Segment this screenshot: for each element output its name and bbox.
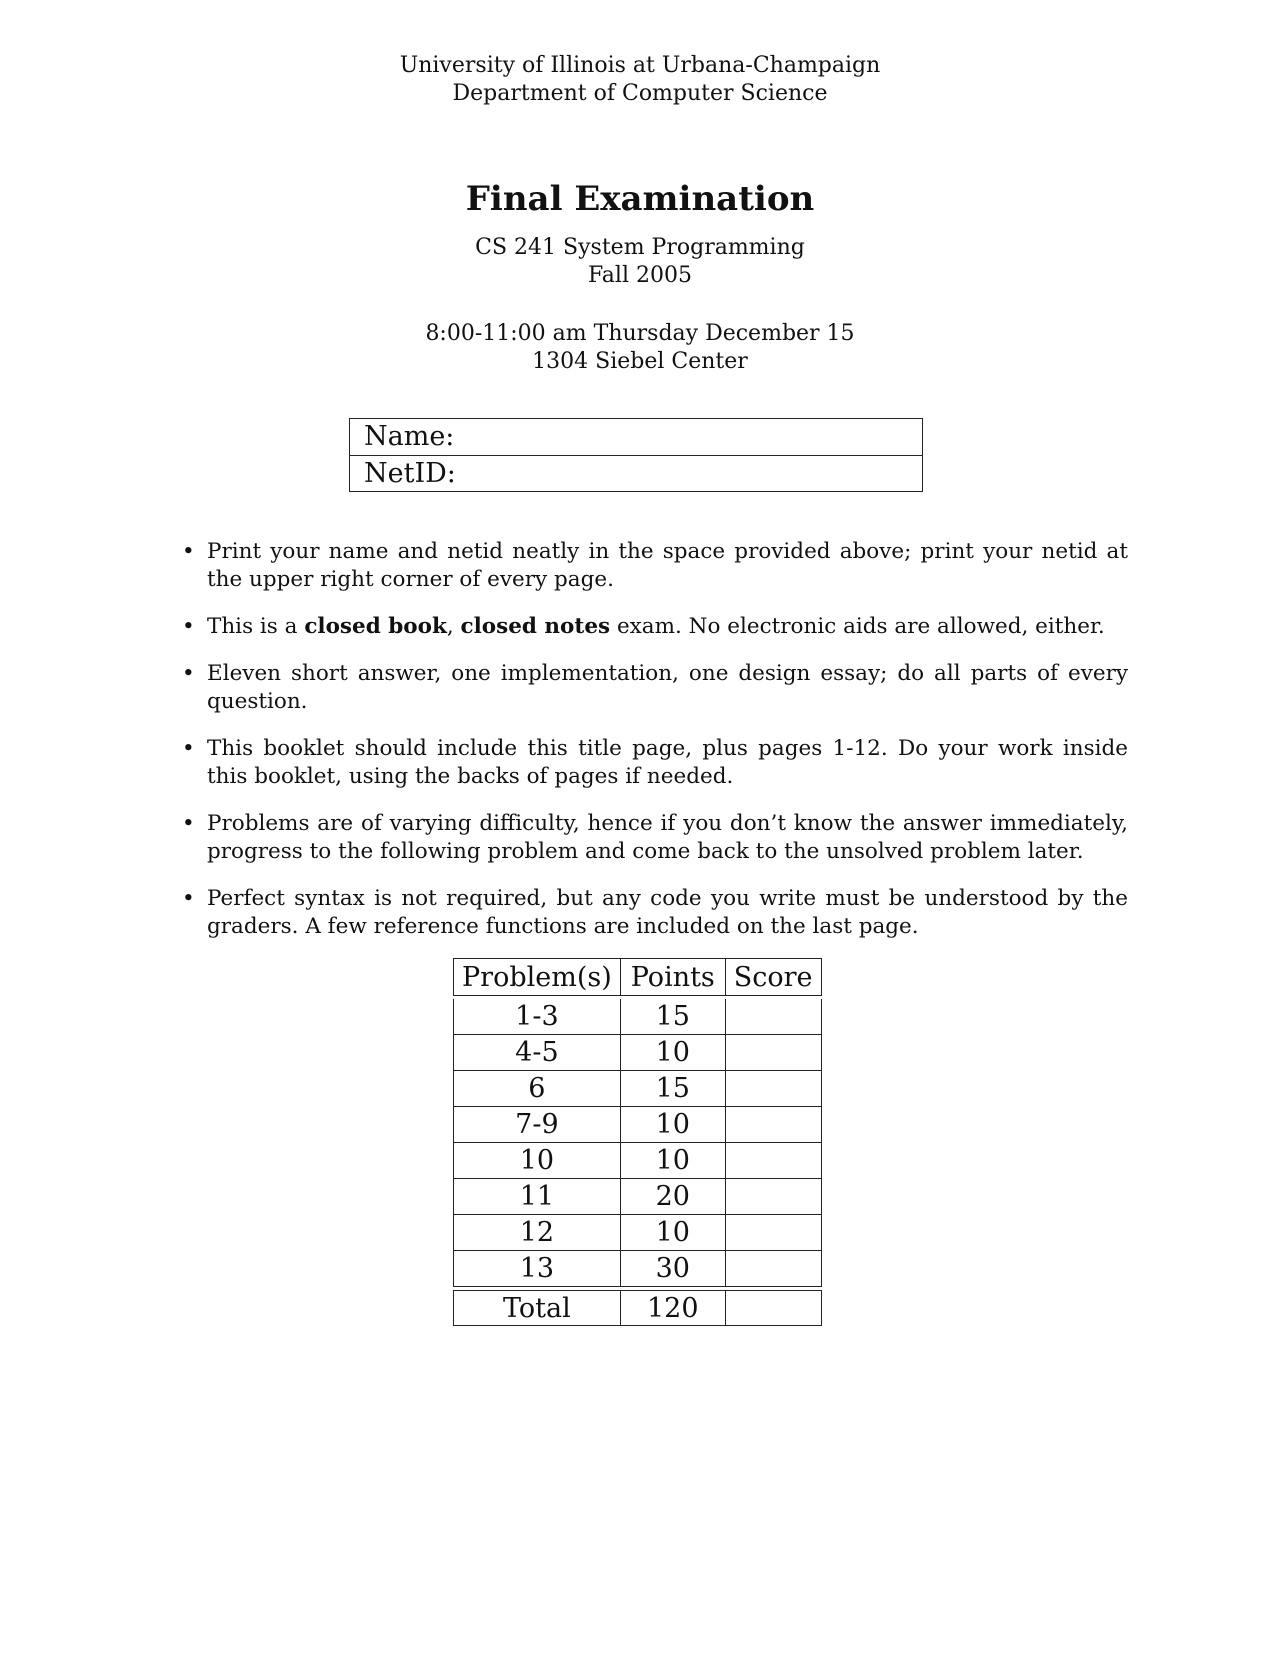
bullet-icon: • bbox=[182, 736, 195, 761]
student-id-box bbox=[349, 418, 923, 492]
bullet-icon: • bbox=[182, 539, 195, 564]
exam-schedule bbox=[0, 320, 1280, 376]
problem-cell: 12 bbox=[453, 1215, 621, 1251]
instruction-item: • Print your name and netid neatly in the space provided above; print your netid at the upper right corner of every page. bbox=[182, 539, 1128, 592]
points-cell: 10 bbox=[621, 1035, 726, 1071]
exam-location: 1304 Siebel Center bbox=[532, 349, 748, 374]
problem-cell: 11 bbox=[453, 1179, 621, 1215]
course-info bbox=[0, 234, 1280, 290]
netid-field[interactable] bbox=[350, 455, 922, 491]
problem-cell: 6 bbox=[453, 1071, 621, 1107]
instruction-item: • Problems are of varying difficulty, hence if you don’t know the answer immediately, progress to the following problem and come back to the unsolved problem later. bbox=[182, 811, 1128, 864]
points-cell: 15 bbox=[621, 999, 726, 1035]
score-cell[interactable] bbox=[726, 1143, 822, 1179]
exam-title: Final Examination bbox=[465, 179, 815, 219]
table-row bbox=[453, 1143, 822, 1179]
problem-cell: 10 bbox=[453, 1143, 621, 1179]
course-name: CS 241 System Programming bbox=[475, 235, 805, 260]
points-cell: 20 bbox=[621, 1179, 726, 1215]
total-row bbox=[453, 1290, 822, 1326]
instruction-item: • This is a closed book, closed notes exam. No electronic aids are allowed, either. bbox=[182, 614, 1105, 639]
department-name: Department of Computer Science bbox=[452, 81, 828, 106]
score-cell[interactable] bbox=[726, 1071, 822, 1107]
closed-book-emphasis: closed book bbox=[304, 614, 447, 639]
score-cell[interactable] bbox=[726, 1179, 822, 1215]
points-cell: 15 bbox=[621, 1071, 726, 1107]
table-row bbox=[453, 1251, 822, 1287]
instruction-item: • Eleven short answer, one implementation, one design essay; do all parts of every question. bbox=[182, 661, 1128, 714]
name-field[interactable] bbox=[350, 419, 922, 455]
problem-cell: 4-5 bbox=[453, 1035, 621, 1071]
score-table bbox=[453, 958, 822, 1326]
bullet-icon: • bbox=[182, 886, 195, 911]
university-name: University of Illinois at Urbana-Champaign bbox=[399, 53, 881, 78]
bullet-icon: • bbox=[182, 614, 195, 639]
instructions-list bbox=[178, 538, 1128, 960]
bullet-icon: • bbox=[182, 661, 195, 686]
instruction-item: • This booklet should include this title page, plus pages 1-12. Do your work inside this booklet, using the backs of pages if needed. bbox=[182, 736, 1128, 789]
bullet-icon: • bbox=[182, 811, 195, 836]
table-row bbox=[453, 1071, 822, 1107]
points-cell: 10 bbox=[621, 1143, 726, 1179]
score-table-header bbox=[453, 958, 822, 996]
name-label: Name: bbox=[364, 421, 455, 452]
score-cell[interactable] bbox=[726, 999, 822, 1035]
score-cell[interactable] bbox=[726, 1035, 822, 1071]
problem-cell: 1-3 bbox=[453, 999, 621, 1035]
netid-label: NetID: bbox=[364, 458, 456, 489]
table-row bbox=[453, 1215, 822, 1251]
term: Fall 2005 bbox=[588, 263, 692, 288]
table-row bbox=[453, 1107, 822, 1143]
header-points: Points bbox=[621, 958, 726, 996]
total-label: Total bbox=[453, 1290, 621, 1326]
total-points: 120 bbox=[621, 1290, 726, 1326]
points-cell: 10 bbox=[621, 1215, 726, 1251]
institution-header bbox=[0, 52, 1280, 108]
table-row bbox=[453, 1179, 822, 1215]
closed-notes-emphasis: closed notes bbox=[460, 614, 611, 639]
points-cell: 30 bbox=[621, 1251, 726, 1287]
table-row bbox=[453, 999, 822, 1035]
score-cell[interactable] bbox=[726, 1215, 822, 1251]
exam-time: 8:00-11:00 am Thursday December 15 bbox=[425, 321, 855, 346]
problem-cell: 7-9 bbox=[453, 1107, 621, 1143]
instruction-item: • Perfect syntax is not required, but any code you write must be understood by the graders. A few reference functions are included on the last page. bbox=[182, 886, 1128, 939]
header-score: Score bbox=[726, 958, 822, 996]
problem-cell: 13 bbox=[453, 1251, 621, 1287]
points-cell: 10 bbox=[621, 1107, 726, 1143]
total-score-cell[interactable] bbox=[726, 1290, 822, 1326]
score-cell[interactable] bbox=[726, 1251, 822, 1287]
header-problems: Problem(s) bbox=[453, 958, 621, 996]
table-row bbox=[453, 1035, 822, 1071]
score-cell[interactable] bbox=[726, 1107, 822, 1143]
